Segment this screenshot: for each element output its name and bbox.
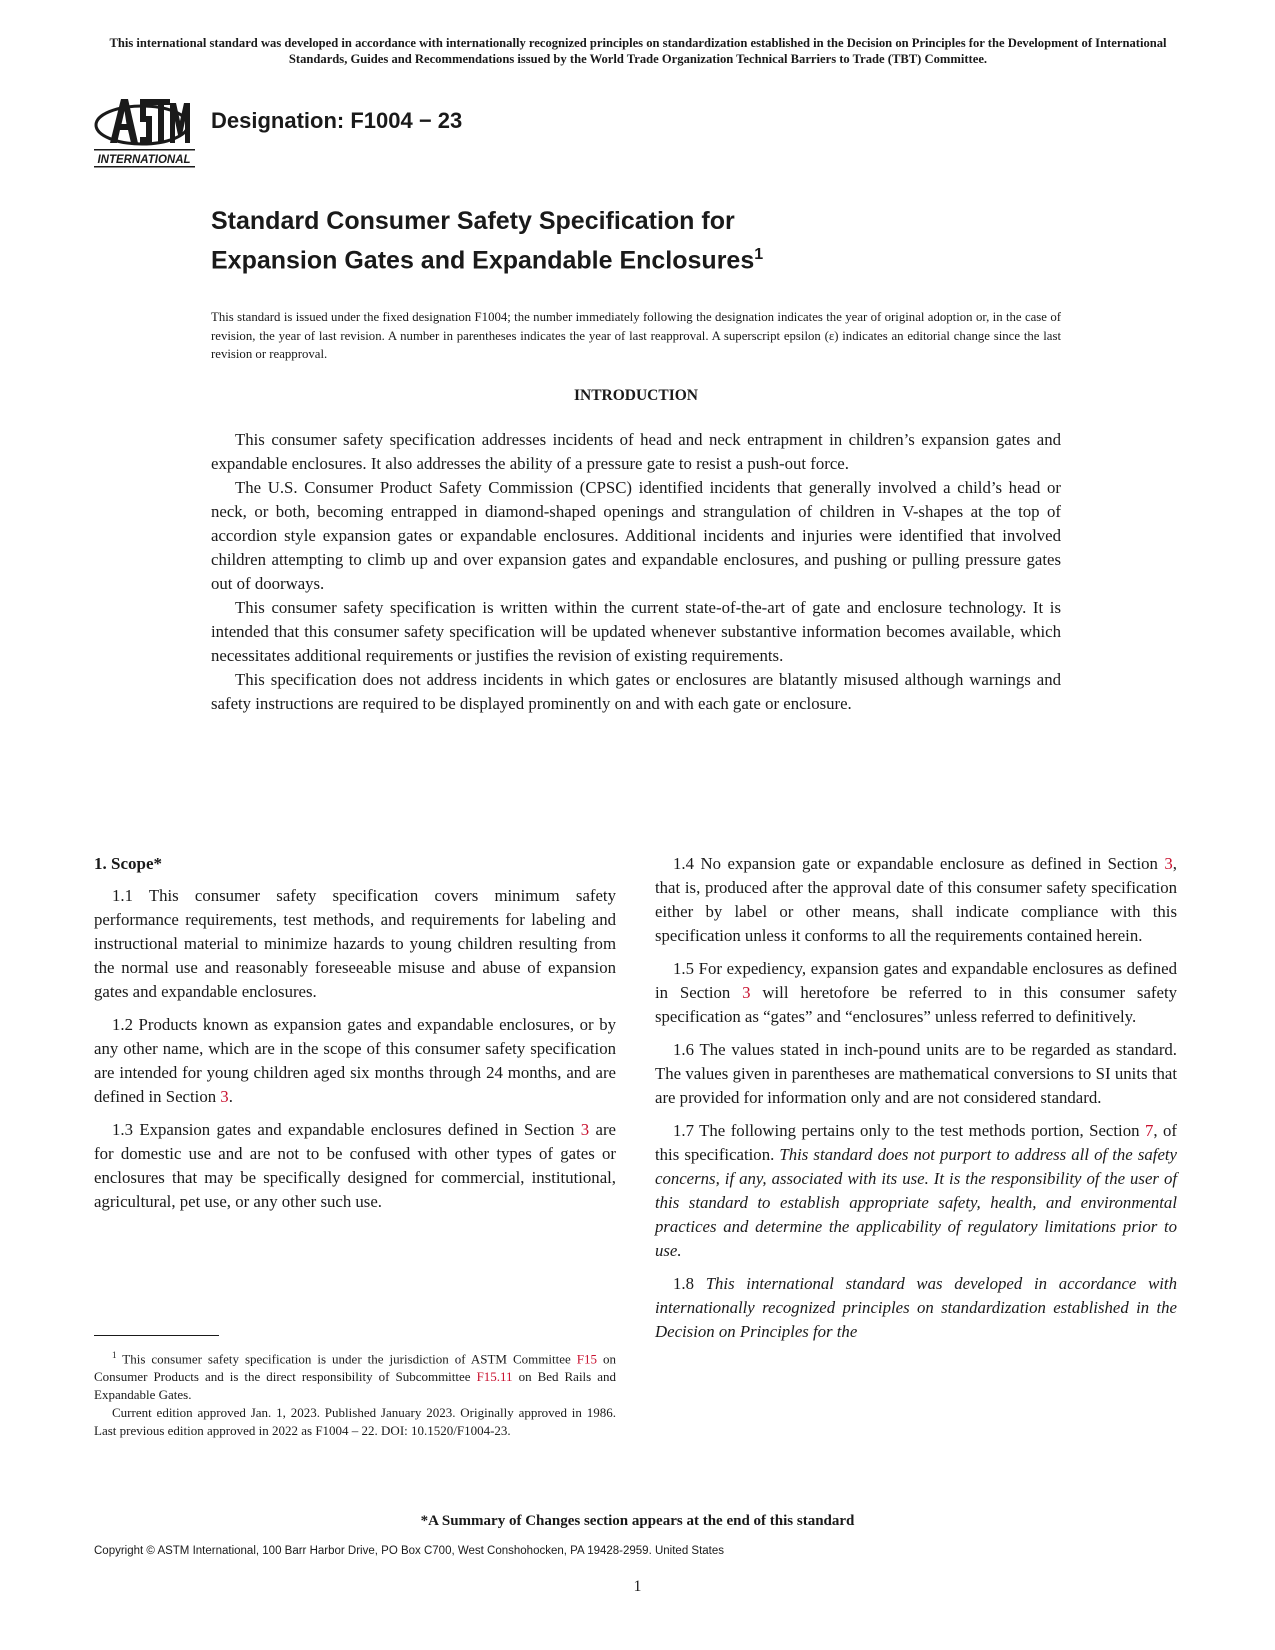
page-number: 1 — [633, 1578, 642, 1595]
title-footnote-mark: 1 — [754, 246, 764, 263]
introduction — [211, 428, 1061, 716]
top-notice: This international standard was developed in accordance with internationally recognized principles on standardization established in the Decision on Principles for the Development of International Standards, Guides and Recommendations issued by the World Trade Organization Technical Barriers to Trade (TBT) Committee. — [109, 36, 1167, 66]
title-line-1: Standard Consumer Safety Specification for — [211, 207, 735, 235]
footnote-text: on Consumer Products and is the direct responsibility of Subcommittee — [94, 1351, 617, 1385]
document-title — [211, 205, 763, 277]
section-3-link[interactable]: 3 — [580, 1120, 590, 1139]
section-1-3-text: 1.3 Expansion gates and expandable enclosures defined in Section — [112, 1120, 581, 1139]
footnote-mark: 1 — [112, 1350, 117, 1360]
section-1-3-end: are for domestic use and are not to be confused with other types of gates or enclosures that may be specifically designed for commercial, institutional, agricultural, pet use, or any other such use. — [94, 1120, 617, 1211]
section-1-8 — [655, 1272, 1177, 1344]
section-1-2-text: 1.2 Products known as expansion gates and expandable enclosures, or by any other name, which are in the scope of this consumer safety specification are intended for young children aged six months through 24 months, and are defined in Section — [94, 1015, 616, 1106]
section-1-6: 1.6 The values stated in inch-pound units are to be regarded as standard. The values given in parentheses are mathematical conversions to SI units that are provided for information only and are not considered standard. — [655, 1040, 1177, 1107]
section-1-5 — [655, 957, 1177, 1029]
left-column — [94, 852, 616, 1223]
scope-heading: 1. Scope* — [94, 854, 162, 873]
section-1-4-end: , that is, produced after the approval date of this consumer safety specification either by label or other means, shall indicate compliance with this specification unless it conforms to all the requirements contained herein. — [655, 854, 1177, 945]
section-1-5-text: 1.5 For expediency, expansion gates and expandable enclosures as defined in Section — [655, 959, 1177, 1002]
subcommittee-f15-11-link[interactable]: F15.11 — [476, 1369, 513, 1385]
section-3-link[interactable]: 3 — [742, 983, 751, 1002]
intro-paragraph: This consumer safety specification is written within the current state-of-the-art of gate and enclosure technology. It is intended that this consumer safety specification will be updated whenever substantive information becomes available, which necessitates additional requirements or justifies the revision of existing requirements. — [211, 598, 1061, 665]
section-1-7-text: 1.7 The following pertains only to the test methods portion, Section — [673, 1121, 1145, 1140]
intro-paragraph: This consumer safety specification addresses incidents of head and neck entrapment in children’s expansion gates and expandable enclosures. It also addresses the ability of a pressure gate to resist a push-out force. — [211, 430, 1061, 473]
right-column — [655, 852, 1177, 1353]
intro-paragraph: This specification does not address incidents in which gates or enclosures are blatantly misused although warnings and safety instructions are required to be displayed prominently on and with each gate or enclosure. — [211, 670, 1061, 713]
section-1-2 — [94, 1013, 616, 1109]
summary-of-changes-note: *A Summary of Changes section appears at the end of this standard — [420, 1513, 855, 1529]
section-1-8-number: 1.8 — [673, 1274, 706, 1293]
astm-international-logo — [92, 85, 197, 180]
astm-logo-icon — [92, 85, 197, 180]
section-1-7 — [655, 1119, 1177, 1263]
designation: Designation: F1004 − 23 — [211, 108, 463, 133]
section-1-1: 1.1 This consumer safety specification covers minimum safety performance requirements, test methods, and requirements for labeling and instructional material to minimize hazards to young children resulting from the normal use and reasonably foreseeable misuse and abuse of expansion gates and expandable enclosures. — [94, 886, 616, 1001]
footnote-text: on Bed Rails and Expandable Gates. — [94, 1369, 616, 1403]
section-1-7-italic: This standard does not purport to address all of the safety concerns, if any, associated with its use. It is the responsibility of the user of this standard to establish appropriate safety, health, and environmental practices and determine the applicability of regulatory limitations prior to use. — [655, 1145, 1178, 1260]
section-1-4 — [655, 852, 1177, 948]
edition-note: Current edition approved Jan. 1, 2023. Published January 2023. Originally approved in 1986. Last previous edition approved in 2022 as F1004 – 22. DOI: 10.1520/F1004-23. — [94, 1405, 616, 1439]
committee-f15-link[interactable]: F15 — [576, 1351, 597, 1367]
section-1-4-text: 1.4 No expansion gate or expandable enclosure as defined in Section — [673, 854, 1165, 873]
logo-text: INTERNATIONAL — [97, 154, 191, 166]
intro-paragraph: The U.S. Consumer Product Safety Commission (CPSC) identified incidents that generally involved a child’s head or neck, or both, becoming entrapped in diamond-shaped openings and strangulation of children in V-shapes at the top of accordion style expansion gates or expandable enclosures. Additional incidents and injuries were identified that involved children attempting to climb up and over expansion gates and expandable enclosures, and pushing or pulling pressure gates out of doorways. — [211, 478, 1061, 593]
footnote-1 — [94, 1346, 616, 1404]
section-1-3 — [94, 1118, 616, 1214]
introduction-heading: INTRODUCTION — [573, 387, 698, 404]
section-7-link[interactable]: 7 — [1144, 1121, 1154, 1140]
section-1-2-end: . — [228, 1087, 233, 1106]
section-1-7-mid: , of this specification. — [655, 1121, 1177, 1164]
section-1-5-end: will heretofore be referred to in this consumer safety specification as “gates” and “enclosures” unless referred to definitively. — [655, 983, 1178, 1026]
issue-note: This standard is issued under the fixed designation F1004; the number immediately following the designation indicates the year of original adoption or, in the case of revision, the year of last revision. A number in parentheses indicates the year of last reapproval. A superscript epsilon (ε) indicates an editorial change since the last revision or reapproval. — [211, 310, 1061, 361]
footnote-divider — [94, 1335, 219, 1336]
section-3-link[interactable]: 3 — [1164, 854, 1173, 873]
copyright: Copyright © ASTM International, 100 Barr Harbor Drive, PO Box C700, West Conshohocken, PA 19428-2959. United States — [94, 1545, 725, 1557]
title-line-2: Expansion Gates and Expandable Enclosures — [211, 246, 755, 275]
section-1-8-italic: This international standard was developed in accordance with internationally recognized principles on standardization established in the Decision on Principles for the — [655, 1274, 1177, 1341]
section-3-link[interactable]: 3 — [220, 1087, 229, 1106]
footnote-text: This consumer safety specification is under the jurisdiction of ASTM Committee — [116, 1351, 577, 1367]
footnotes — [94, 1346, 616, 1440]
